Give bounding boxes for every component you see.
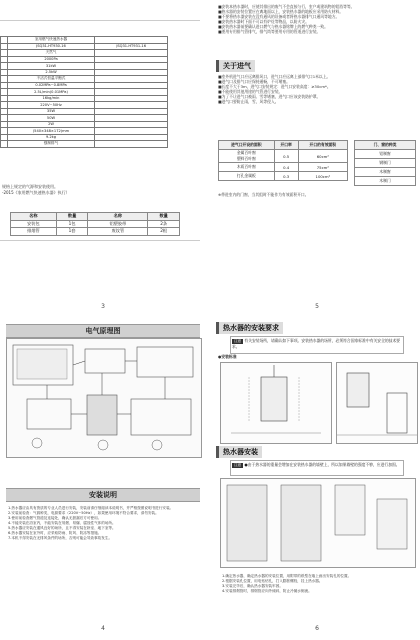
accessory-cell: 1包 — [56, 220, 88, 228]
clearance-svg — [221, 363, 331, 443]
door-window-row — [355, 177, 416, 186]
spec-cell: 室用燃气快速热水器 — [7, 37, 95, 44]
instruction-line: 3.使用前检查燃气管道及连接处，确认无泄漏后方可使用。 — [8, 516, 102, 520]
spec-note: 规格上规定的气源和安装使用。 -2015《家用燃气快速热水器》执行） — [2, 184, 70, 195]
wall-mounting-drawing — [220, 478, 416, 568]
spec-cell: 16kg/min — [7, 95, 95, 102]
mounting-instructions — [222, 574, 412, 594]
spec-cell: 9.2kg — [7, 134, 95, 141]
warning-text: 有关安装场所，请确认如下事项。安装热水器的场所，必须符合国家标准中有关安全的技术要求。 — [232, 338, 401, 349]
banner-install-instructions: 安装说明 — [6, 488, 200, 502]
circuit-diagram — [6, 338, 202, 458]
manual-page-6 — [214, 322, 420, 640]
intake-cell: 0.5 — [274, 150, 298, 163]
divider — [0, 240, 200, 241]
bullet-item: ■安装热水器时下面不可以有炉灶等物品，以防火灾。 — [218, 19, 309, 24]
bullet-item: ■为了不让进气口被雨、雪等堵塞，进气口应该安装防护罩。 — [218, 94, 321, 99]
installation-room-drawing — [336, 362, 418, 444]
door-window-table — [354, 140, 416, 186]
intake-cell: 金属百叶窗 塑料百叶窗 — [219, 150, 275, 163]
intake-cell: 0.3 — [274, 172, 298, 181]
intake-header: 进气口开设的面积 — [219, 141, 275, 150]
section-title-heater-installation: 热水器安装 — [216, 446, 262, 458]
spec-cell: 2W — [7, 121, 95, 128]
intake-cell: 75cm² — [298, 163, 347, 172]
banner-circuit-diagram: 电气原理图 — [6, 324, 200, 338]
intake-row — [219, 172, 348, 181]
spec-cell: (540×348×172)mm — [7, 128, 95, 135]
spec-cell: 50W — [7, 115, 95, 122]
accessory-cell: 铝塑胶带 — [88, 220, 148, 228]
section-title-air-intake: 关于进气 — [216, 60, 255, 72]
instruction-line: 4.不能安装在浴室内，不能安装在易燃、易爆、腐蚀性气体的场所。 — [8, 521, 116, 525]
door-window-row — [355, 159, 416, 168]
accessory-cell: 排烟管 — [11, 228, 57, 236]
bullet-item: ■进气口及排气口应保持通畅，不可堵塞。 — [218, 79, 290, 84]
door-window-row — [355, 150, 416, 159]
bullet-item: ■要用专用排气管排气，排气筒等要用专用的管道进行安装。 — [218, 29, 321, 34]
spec-cell: 35W — [7, 108, 95, 115]
air-intake-bullets — [218, 74, 414, 104]
door-window-cell: 木制门 — [355, 177, 416, 186]
accessory-cell: 2根 — [148, 228, 180, 236]
accessory-header: 数量 — [56, 213, 88, 221]
install-instructions — [8, 506, 198, 541]
intake-cell: 0.4 — [274, 163, 298, 172]
accessory-cell: 2条 — [148, 220, 180, 228]
intake-header: 开口的有效面积 — [298, 141, 347, 150]
instruction-line: 2.根据安装孔位置，用电钻钻孔，打入膨胀螺栓，挂上热水器。 — [222, 579, 323, 583]
accessory-header: 名称 — [88, 213, 148, 221]
spec-cell: 0.02MPa~0.8MPa — [7, 82, 95, 89]
instruction-line: 1.热水器应由具有资质的专业人员进行安装，安装前请仔细阅读本说明书，并严格按照说明书进行安装。 — [8, 506, 174, 510]
section-title-install-requirements: 热水器的安装要求 — [216, 322, 283, 334]
door-window-row — [355, 168, 416, 177]
spec-cell: JSQ31-HT931-16 — [95, 43, 168, 50]
spec-cell: 31kW — [7, 63, 95, 70]
bullet-item: ■长度不大于3m，进气口安装规定：进气口安装高度：≥30cm*。 — [218, 84, 331, 89]
warning-label: 注意 — [234, 339, 242, 343]
spec-cell: JSQ31-HT930-16 — [7, 43, 95, 50]
page-number: 5 — [315, 303, 319, 310]
intake-cell: 木质百叶窗 — [219, 163, 275, 172]
divider — [0, 20, 200, 21]
instruction-line: 1.确定热水器，确定热水器的安装位置，用附带的纸型在墙上画出安装孔的位置。 — [222, 574, 352, 578]
intake-area-table — [218, 140, 348, 181]
door-window-cell: 钢制门 — [355, 159, 416, 168]
page-number: 6 — [315, 625, 319, 632]
mounting-svg — [221, 479, 415, 567]
installation-clearance-drawing — [220, 362, 332, 444]
accessory-cell: 1套 — [56, 228, 88, 236]
intake-cell: 100cm² — [298, 172, 347, 181]
spec-cell: 强制排气 — [7, 141, 95, 148]
accessory-table — [10, 212, 180, 236]
accessory-row — [11, 220, 180, 228]
spec-cell: 220V~50Hz — [7, 102, 95, 109]
accessory-row — [11, 228, 180, 236]
spec-cell — [1, 141, 8, 148]
door-window-cell: 木制窗 — [355, 168, 416, 177]
manual-page-4 — [0, 322, 206, 640]
warning-label-2: 注意 — [234, 463, 242, 467]
bullet-item: ■不能使用其他用途的气管进行安装。 — [218, 89, 283, 94]
instruction-line: 3.安装完毕后，确认热水器安装牢固。 — [222, 584, 283, 588]
footnote: ※带进室内的门窗，当其组时不能作为有效面积开口。 — [218, 192, 309, 197]
accessory-cell: 安装包 — [11, 220, 57, 228]
instruction-line: 6.热水器安装在室外时，应采取防雨、防风、防冻等措施。 — [8, 531, 102, 535]
spec-cell: 2000Pa — [7, 56, 95, 63]
bullet-item: ■进气口要防止雨，雪，风等侵入。 — [218, 99, 279, 104]
circuit-diagram-svg — [7, 339, 201, 457]
manual-page-5 — [214, 0, 420, 318]
install-bullets — [218, 4, 414, 34]
spec-cell: 天然气 — [7, 50, 95, 57]
spec-row — [1, 141, 168, 148]
intake-cell: 60cm² — [298, 150, 347, 163]
accessory-header: 数量 — [148, 213, 180, 221]
bullet-item: ■不要将热水器安装在没有通风的设备或者将热水器排气口通风等地方。 — [218, 14, 340, 19]
spec-table — [0, 36, 168, 148]
accessory-header: 名称 — [11, 213, 57, 221]
bullet-item: ■室外机进气口应远离排风口，进气口应远离上部排气口1米以上。 — [218, 74, 331, 79]
bullet-item: ■安装热水器前要确认进口燃气与热水器铭牌上的燃气种类一致。 — [218, 24, 328, 29]
spec-cell — [95, 141, 168, 148]
spec-cell: 不活式恒温平衡式 — [7, 76, 95, 83]
warning-text-2: ●由于热水器的重量会增加在安装热水器的墙壁上，所以如果墙壁的强度不够，应进行加固。 — [244, 462, 400, 467]
bullet-item: ■热水器的安装位置应在离地面以上，安装热水器的地板应采用防火材料。 — [218, 9, 344, 14]
intake-header: 开口率 — [274, 141, 298, 150]
manual-page-3 — [0, 0, 206, 318]
door-window-header: 门、窗的种类 — [355, 141, 416, 150]
instruction-line: 7.本机不得安装在无排风条件的场所，否则可能会导致事故发生。 — [8, 536, 113, 540]
spec-cell: 2.5kW — [7, 69, 95, 76]
accessory-cell: 废纹管 — [88, 228, 148, 236]
instruction-line: 2.安装前检查：气源种类，电源要求（220V~50Hz），如果使用环境不符合要求，请勿安装。 — [8, 511, 159, 515]
intake-cell: 打孔金属板 — [219, 172, 275, 181]
warning-box — [230, 336, 404, 354]
room-svg — [337, 363, 417, 443]
spec-cell: 2.5L/min(0.01MPa) — [7, 89, 95, 96]
intake-row — [219, 163, 348, 172]
sub-heading-install-standard: ●安装标准 — [218, 354, 237, 359]
instruction-line: 5.热水器应安装在通风良好的场所，且不得安装在卧室、地下室等。 — [8, 526, 116, 530]
warning-box-2 — [230, 460, 404, 476]
instruction-line: 4.安装排烟管时，排烟管应向外倾斜，防止冷凝水倒流。 — [222, 589, 312, 593]
page-number: 4 — [101, 625, 105, 632]
bullet-item: ■安装本热水器时，应使其排出的废气不会直接与行，室户或建筑物的铝箔等等。 — [218, 4, 355, 9]
door-window-cell: 铝制窗 — [355, 150, 416, 159]
intake-row — [219, 150, 348, 163]
page-number: 3 — [101, 303, 105, 310]
